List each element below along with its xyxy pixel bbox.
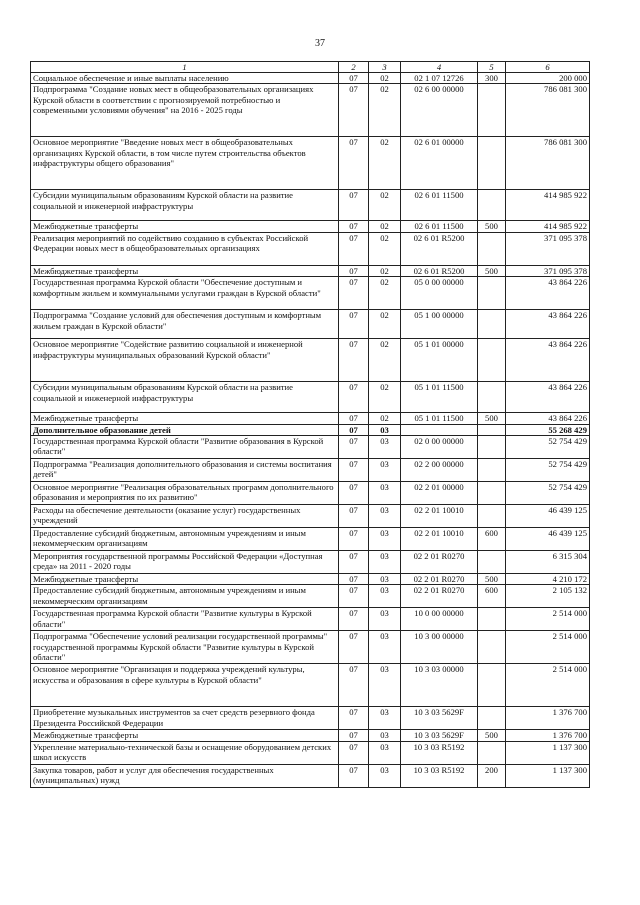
row-c3-cell: 03: [369, 585, 401, 608]
table-row: [31, 631, 590, 664]
row-name-cell: Реализация мероприятий по содействию созданию в субъектах Российской Федерации новых мест в общеобразовательных организациях: [31, 232, 339, 265]
row-c6-cell: 200 000: [506, 73, 590, 84]
row-c6-cell: 52 754 429: [506, 436, 590, 459]
row-c3-cell: 03: [369, 608, 401, 631]
row-c6-cell: 1 376 700: [506, 730, 590, 741]
row-c5-cell: [478, 232, 506, 265]
row-c4-cell: 02 2 01 10010: [401, 505, 478, 528]
row-name-cell: Дополнительное образование детей: [31, 424, 339, 435]
table-row: [31, 730, 590, 741]
table-row: [31, 764, 590, 787]
row-c5-cell: [478, 551, 506, 574]
row-c4-cell: 05 1 00 00000: [401, 310, 478, 339]
table-row: [31, 707, 590, 730]
row-c5-cell: [478, 631, 506, 664]
table-row: [31, 310, 590, 339]
row-c3-cell: 03: [369, 730, 401, 741]
row-c4-cell: 05 1 01 11500: [401, 382, 478, 413]
row-c3-cell: 03: [369, 436, 401, 459]
row-c4-cell: 02 2 01 R0270: [401, 585, 478, 608]
row-c5-cell: [478, 664, 506, 707]
row-c4-cell: 10 3 00 00000: [401, 631, 478, 664]
row-c5-cell: [478, 608, 506, 631]
table-row: [31, 551, 590, 574]
row-c4-cell: 10 0 00 00000: [401, 608, 478, 631]
row-name-cell: Расходы на обеспечение деятельности (оказание услуг) государственных учреждений: [31, 505, 339, 528]
header-col-4: 4: [401, 62, 478, 73]
row-c3-cell: 03: [369, 707, 401, 730]
row-c5-cell: 500: [478, 413, 506, 424]
row-name-cell: Укрепление материально-технической базы и оснащение оборудованием детских школ искусств: [31, 741, 339, 764]
row-name-cell: Субсидии муниципальным образованиям Курской области на развитие социальной и инженерной инфраструктуры: [31, 190, 339, 221]
row-name-cell: Предоставление субсидий бюджетным, автономным учреждениям и иным некоммерческим организациям: [31, 585, 339, 608]
row-c6-cell: 52 754 429: [506, 482, 590, 505]
row-c6-cell: 1 376 700: [506, 707, 590, 730]
row-c3-cell: 03: [369, 764, 401, 787]
row-c5-cell: 600: [478, 528, 506, 551]
row-c4-cell: 05 1 01 11500: [401, 413, 478, 424]
row-c6-cell: 1 137 300: [506, 741, 590, 764]
row-name-cell: Основное мероприятие "Содействие развитию социальной и инженерной инфраструктуры муниципальных образований Курской области": [31, 339, 339, 382]
row-c5-cell: [478, 741, 506, 764]
row-c5-cell: [478, 190, 506, 221]
table-row: [31, 574, 590, 585]
row-c2-cell: 07: [339, 730, 369, 741]
row-c2-cell: 07: [339, 232, 369, 265]
row-name-cell: Социальное обеспечение и иные выплаты населению: [31, 73, 339, 84]
row-c2-cell: 07: [339, 137, 369, 190]
row-c4-cell: 10 3 03 5629F: [401, 730, 478, 741]
row-c2-cell: 07: [339, 413, 369, 424]
row-c2-cell: 07: [339, 608, 369, 631]
row-c4-cell: 10 3 03 00000: [401, 664, 478, 707]
row-c4-cell: 02 6 01 R5200: [401, 265, 478, 276]
row-c3-cell: 03: [369, 741, 401, 764]
header-col-1: 1: [31, 62, 339, 73]
row-c4-cell: 02 6 01 R5200: [401, 232, 478, 265]
row-name-cell: Основное мероприятие "Организация и поддержка учреждений культуры, искусства и образования в сфере культуры в Курской области": [31, 664, 339, 707]
table-row: [31, 413, 590, 424]
row-c4-cell: 02 2 01 00000: [401, 482, 478, 505]
row-c6-cell: 2 105 132: [506, 585, 590, 608]
table-row: [31, 232, 590, 265]
row-c6-cell: 43 864 226: [506, 339, 590, 382]
row-name-cell: Основное мероприятие "Введение новых мест в общеобразовательных организациях Курской области, в том числе путем строительства объектов инфраструктуры общего образования": [31, 137, 339, 190]
table-row: [31, 585, 590, 608]
row-c3-cell: 02: [369, 190, 401, 221]
row-c5-cell: [478, 707, 506, 730]
row-c4-cell: 10 3 03 5629F: [401, 707, 478, 730]
row-c4-cell: 02 2 01 R0270: [401, 551, 478, 574]
header-col-3: 3: [369, 62, 401, 73]
row-c4-cell: 02 2 00 00000: [401, 459, 478, 482]
row-name-cell: Подпрограмма "Создание новых мест в общеобразовательных организациях Курской области в соответствии с прогнозируемой потребностью и современными условиями обучения" на 2016 - 2025 годы: [31, 84, 339, 137]
row-c4-cell: 05 0 00 00000: [401, 277, 478, 310]
row-c5-cell: [478, 84, 506, 137]
row-c2-cell: 07: [339, 528, 369, 551]
row-c3-cell: 02: [369, 232, 401, 265]
row-name-cell: Субсидии муниципальным образованиям Курской области на развитие социальной и инженерной инфраструктуры: [31, 382, 339, 413]
row-c2-cell: 07: [339, 277, 369, 310]
row-name-cell: Основное мероприятие "Реализация образовательных программ дополнительного образования и мероприятия по их развитию": [31, 482, 339, 505]
row-c6-cell: 2 514 000: [506, 664, 590, 707]
row-c5-cell: 500: [478, 265, 506, 276]
table-row: [31, 608, 590, 631]
row-c2-cell: 07: [339, 436, 369, 459]
row-c3-cell: 02: [369, 277, 401, 310]
row-name-cell: Закупка товаров, работ и услуг для обеспечения государственных (муниципальных) нужд: [31, 764, 339, 787]
row-c6-cell: 1 137 300: [506, 764, 590, 787]
header-col-6: 6: [506, 62, 590, 73]
row-c6-cell: 52 754 429: [506, 459, 590, 482]
row-c6-cell: 786 081 300: [506, 137, 590, 190]
row-c4-cell: 10 3 03 R5192: [401, 764, 478, 787]
row-c5-cell: [478, 482, 506, 505]
table-row: [31, 459, 590, 482]
row-c3-cell: 02: [369, 84, 401, 137]
table-row: [31, 137, 590, 190]
row-c3-cell: 03: [369, 459, 401, 482]
row-name-cell: Межбюджетные трансферты: [31, 730, 339, 741]
row-c2-cell: 07: [339, 382, 369, 413]
row-c3-cell: 02: [369, 413, 401, 424]
row-c6-cell: 2 514 000: [506, 631, 590, 664]
table-row: [31, 436, 590, 459]
row-c2-cell: 07: [339, 190, 369, 221]
row-c3-cell: 02: [369, 382, 401, 413]
row-c2-cell: 07: [339, 424, 369, 435]
row-c3-cell: 02: [369, 73, 401, 84]
table-row: [31, 482, 590, 505]
row-c5-cell: [478, 339, 506, 382]
row-c2-cell: 07: [339, 221, 369, 232]
row-c4-cell: 02 1 07 12726: [401, 73, 478, 84]
table-row: [31, 528, 590, 551]
page-number: 37: [315, 38, 325, 49]
row-c5-cell: [478, 382, 506, 413]
row-c6-cell: 43 864 226: [506, 382, 590, 413]
row-c3-cell: 03: [369, 574, 401, 585]
row-c4-cell: 02 6 01 11500: [401, 190, 478, 221]
row-c6-cell: 43 864 226: [506, 413, 590, 424]
header-col-5: 5: [478, 62, 506, 73]
table-header-row: [31, 62, 590, 73]
row-c2-cell: 07: [339, 505, 369, 528]
row-c6-cell: 4 210 172: [506, 574, 590, 585]
row-c2-cell: 07: [339, 73, 369, 84]
row-name-cell: Приобретение музыкальных инструментов за счет средств резервного фонда Президента Российской Федерации: [31, 707, 339, 730]
row-c6-cell: 55 268 429: [506, 424, 590, 435]
row-c5-cell: 300: [478, 73, 506, 84]
row-name-cell: Государственная программа Курской области "Развитие образования в Курской области": [31, 436, 339, 459]
row-c2-cell: 07: [339, 459, 369, 482]
row-c3-cell: 03: [369, 528, 401, 551]
row-c5-cell: 500: [478, 574, 506, 585]
row-c2-cell: 07: [339, 551, 369, 574]
row-c4-cell: [401, 424, 478, 435]
row-c4-cell: 02 6 01 11500: [401, 221, 478, 232]
table-body: [31, 73, 590, 788]
row-name-cell: Подпрограмма "Обеспечение условий реализации государственной программы" государственной программы Курской области "Развитие культуры в Курской области": [31, 631, 339, 664]
row-name-cell: Межбюджетные трансферты: [31, 413, 339, 424]
row-c6-cell: 46 439 125: [506, 505, 590, 528]
row-c3-cell: 03: [369, 664, 401, 707]
row-c6-cell: 43 864 226: [506, 310, 590, 339]
row-c5-cell: [478, 505, 506, 528]
table-row: [31, 505, 590, 528]
row-c2-cell: 07: [339, 265, 369, 276]
row-c3-cell: 03: [369, 551, 401, 574]
row-c4-cell: 05 1 01 00000: [401, 339, 478, 382]
row-c5-cell: [478, 459, 506, 482]
table-row: [31, 84, 590, 137]
row-c2-cell: 07: [339, 741, 369, 764]
row-name-cell: Государственная программа Курской области "Обеспечение доступным и комфортным жильем и коммунальными услугами граждан в Курской области": [31, 277, 339, 310]
row-c3-cell: 03: [369, 505, 401, 528]
row-c4-cell: 02 0 00 00000: [401, 436, 478, 459]
row-c2-cell: 07: [339, 585, 369, 608]
row-c6-cell: 786 081 300: [506, 84, 590, 137]
header-col-2: 2: [339, 62, 369, 73]
budget-table: [30, 61, 590, 788]
row-c6-cell: 2 514 000: [506, 608, 590, 631]
row-c3-cell: 02: [369, 137, 401, 190]
row-c2-cell: 07: [339, 84, 369, 137]
row-c6-cell: 414 985 922: [506, 190, 590, 221]
row-c3-cell: 02: [369, 310, 401, 339]
table-row: [31, 339, 590, 382]
row-c4-cell: 10 3 03 R5192: [401, 741, 478, 764]
row-c5-cell: 200: [478, 764, 506, 787]
row-c5-cell: [478, 137, 506, 190]
row-c5-cell: 600: [478, 585, 506, 608]
row-c4-cell: 02 6 01 00000: [401, 137, 478, 190]
row-c2-cell: 07: [339, 631, 369, 664]
row-c6-cell: 6 315 304: [506, 551, 590, 574]
row-c2-cell: 07: [339, 339, 369, 382]
row-c3-cell: 02: [369, 221, 401, 232]
row-c5-cell: 500: [478, 730, 506, 741]
table-row: [31, 73, 590, 84]
row-c6-cell: 371 095 378: [506, 265, 590, 276]
table-row: [31, 664, 590, 707]
row-name-cell: Государственная программа Курской области "Развитие культуры в Курской области": [31, 608, 339, 631]
table-row: [31, 190, 590, 221]
row-c3-cell: 03: [369, 424, 401, 435]
table-row: [31, 221, 590, 232]
row-c5-cell: 500: [478, 221, 506, 232]
row-c2-cell: 07: [339, 664, 369, 707]
row-name-cell: Подпрограмма "Реализация дополнительного образования и системы воспитания детей": [31, 459, 339, 482]
row-c5-cell: [478, 436, 506, 459]
table-row: [31, 741, 590, 764]
row-c2-cell: 07: [339, 764, 369, 787]
row-c6-cell: 46 439 125: [506, 528, 590, 551]
row-c6-cell: 371 095 378: [506, 232, 590, 265]
row-name-cell: Подпрограмма "Создание условий для обеспечения доступным и комфортным жильем граждан в Курской области": [31, 310, 339, 339]
row-name-cell: Межбюджетные трансферты: [31, 265, 339, 276]
row-c2-cell: 07: [339, 574, 369, 585]
row-c2-cell: 07: [339, 482, 369, 505]
row-c6-cell: 414 985 922: [506, 221, 590, 232]
table-row: [31, 265, 590, 276]
table-row: [31, 277, 590, 310]
row-c2-cell: 07: [339, 707, 369, 730]
row-c3-cell: 02: [369, 339, 401, 382]
row-c5-cell: [478, 277, 506, 310]
row-c3-cell: 03: [369, 631, 401, 664]
row-name-cell: Мероприятия государственной программы Российской Федерации «Доступная среда» на 2011 - 2020 годы: [31, 551, 339, 574]
row-name-cell: Межбюджетные трансферты: [31, 574, 339, 585]
row-c4-cell: 02 2 01 10010: [401, 528, 478, 551]
table-row: [31, 424, 590, 435]
row-c4-cell: 02 6 00 00000: [401, 84, 478, 137]
row-name-cell: Межбюджетные трансферты: [31, 221, 339, 232]
row-c5-cell: [478, 424, 506, 435]
row-c3-cell: 02: [369, 265, 401, 276]
row-c6-cell: 43 864 226: [506, 277, 590, 310]
row-c5-cell: [478, 310, 506, 339]
row-c4-cell: 02 2 01 R0270: [401, 574, 478, 585]
row-name-cell: Предоставление субсидий бюджетным, автономным учреждениям и иным некоммерческим организациям: [31, 528, 339, 551]
table-row: [31, 382, 590, 413]
row-c2-cell: 07: [339, 310, 369, 339]
row-c3-cell: 03: [369, 482, 401, 505]
